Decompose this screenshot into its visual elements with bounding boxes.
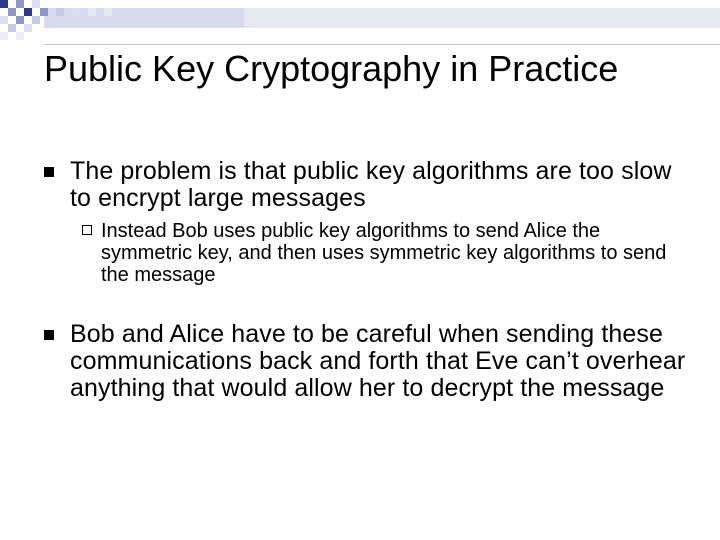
slide-title: Public Key Cryptography in Practice (44, 48, 619, 89)
bullet-text: The problem is that public key algorithms are too slow to encrypt large messages (70, 157, 672, 212)
checkered-header-decoration (0, 0, 720, 44)
bullet-item (44, 158, 694, 212)
square-bullet-icon (44, 330, 54, 340)
checkbox-bullet-icon (82, 225, 92, 235)
bullet-text: Bob and Alice have to be careful when sending these communications back and forth that Eve can’t overhear anything that would allow her to decrypt the message (70, 320, 686, 402)
bullet-item (44, 321, 694, 402)
header-rule (44, 44, 720, 45)
sub-bullet-text: Instead Bob uses public key algorithms to send Alice the symmetric key, and then uses symmetric key algorithms to send the message (101, 220, 667, 286)
sub-bullet-item (82, 220, 682, 286)
square-bullet-icon (44, 167, 54, 177)
